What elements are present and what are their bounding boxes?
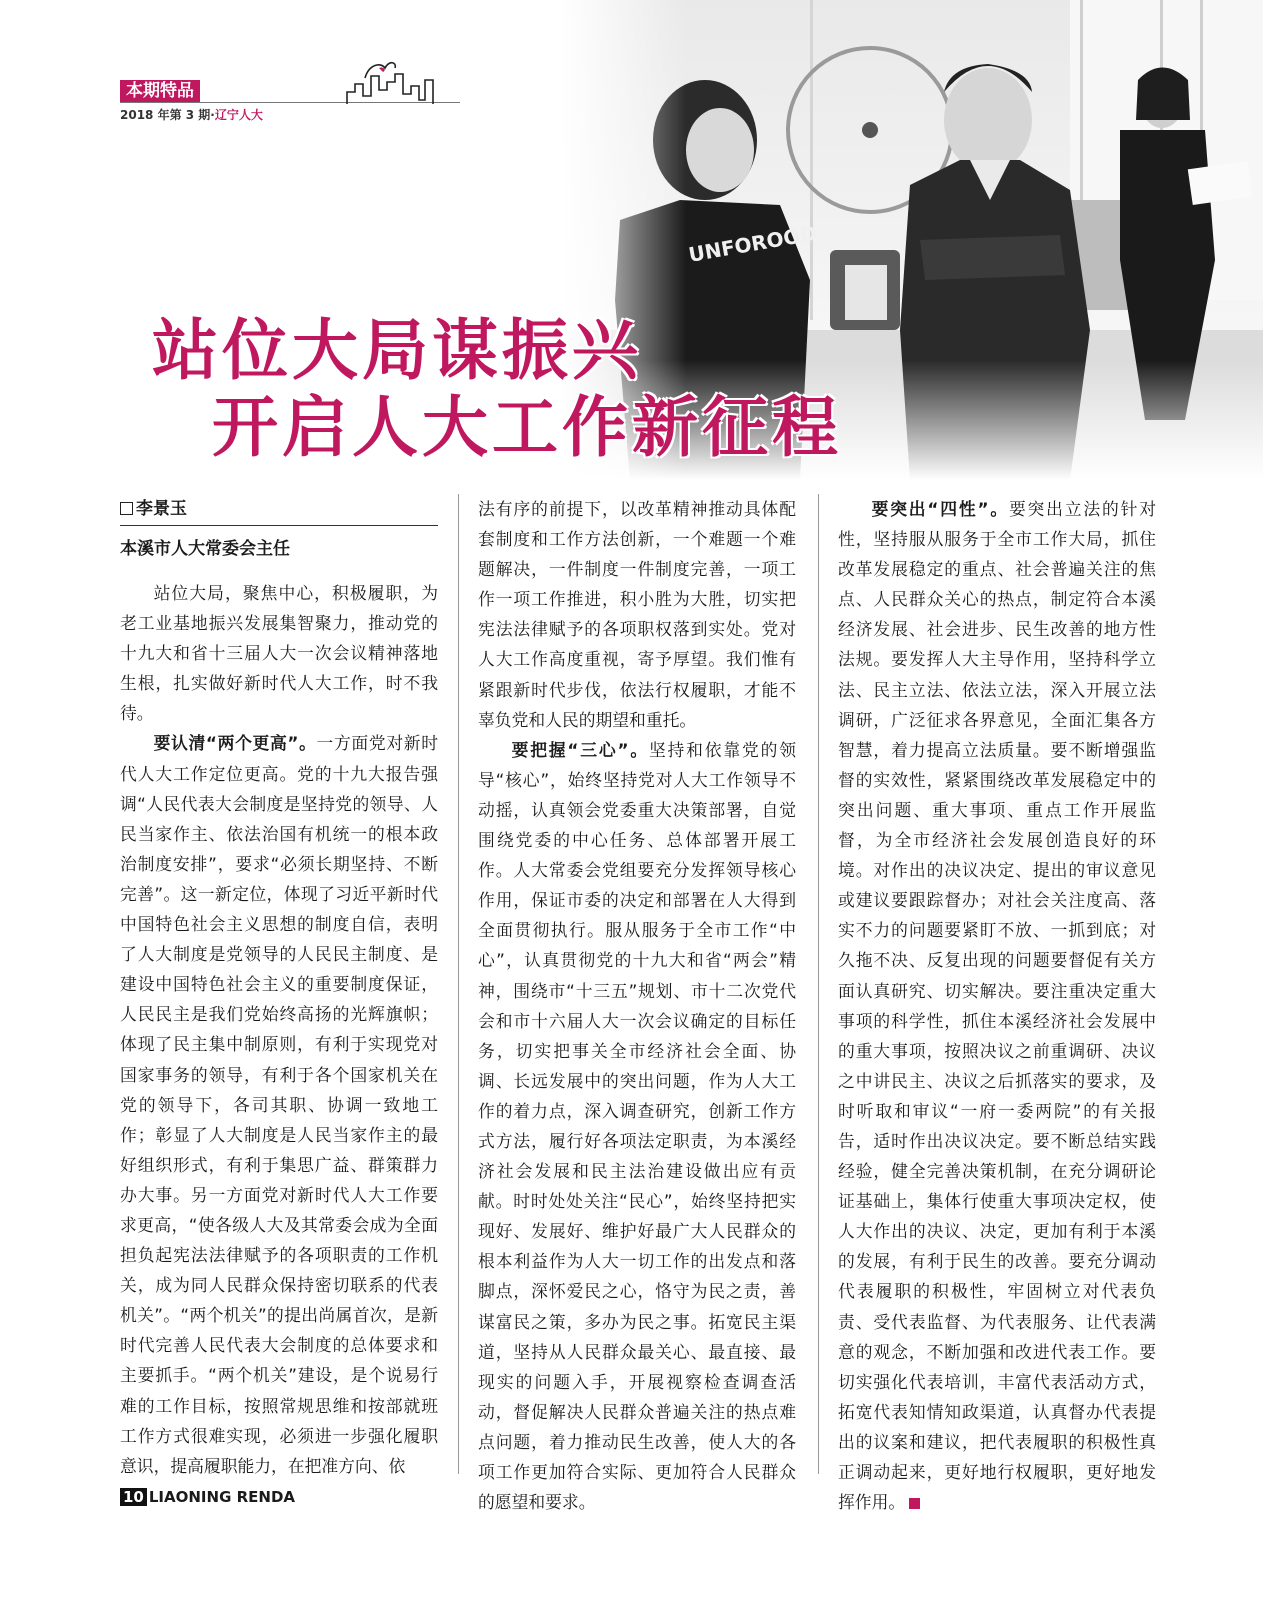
paragraph [478, 735, 796, 1517]
skyline-logo-icon [345, 56, 465, 106]
magazine-name: 辽宁人大 [214, 108, 263, 122]
byline [120, 494, 438, 559]
paragraph: 站位大局，聚焦中心，积极履职，为老工业基地振兴发展集智聚力，推动党的十九大和省十三届人大一次会议精神落地生根，扎实做好新时代人大工作，时不我待。 [120, 583, 438, 724]
article-column-3 [838, 494, 1156, 1517]
paragraph [120, 728, 438, 1480]
article-column-2 [478, 494, 796, 1517]
paragraph-text: 坚持和依靠党的领导“核心”，始终坚持党对人大工作领导不动摇，认真领会党委重大决策部署，自觉围绕党委的中心任务、总体部署开展工作。人大常委会党组要充分发挥领导核心作用，保证市委的决定和部署在人大得到全面贯彻执行。服从服务于全市工作“中心”，认真贯彻党的十九大和省“两会”精神，围绕市“十三五”规划、市十二次党代会和市十六届人大一次会议确定的目标任务，切实把事关全市经济社会全面、协调、长远发展中的突出问题，作为人大工作的着力点，深入调查研究，创新工作方式方法，履行好各项法定职责，为本溪经济社会发展和民主法治建设做出应有贡献。时时处处关注“民心”，始终坚持把实现好、发展好、维护好最广大人民群众的根本利益作为人大一切工作的出发点和落脚点，深怀爱民之心，恪守为民之责，善谋富民之策，多办为民之事。拓宽民主渠道，坚持从人民群众最关心、最直接、最现实的问题入手，开展视察检查调查活动，督促解决人民群众普遍关注的热点难点问题，着力推动民生改善，使人大的各项工作更加符合实际、更加符合人民群众的愿望和要求。 [478, 739, 796, 1513]
paragraph-lead: 要把握“三心”。 [511, 739, 649, 760]
footer-magazine: LIAONING RENDA [148, 1488, 296, 1506]
paragraph-lead: 要认清“两个更高”。 [153, 733, 317, 754]
paragraph [838, 494, 1156, 1517]
page-footer [120, 1488, 295, 1506]
author-line [120, 494, 438, 526]
paragraph: 法有序的前提下，以改革精神推动具体配套制度和工作方法创新，一个难题一个难题解决，一件制度一件制度完善，一项工作一项工作推进，积小胜为大胜，切实把宪法法律赋予的各项职权落到实处。党对人大工作高度重视，寄予厚望。我们惟有紧跟新时代步伐，依法行权履职，才能不辜负党和人民的期望和重托。 [478, 499, 796, 730]
headline-line-2: 开启人大工作新征程 [212, 389, 842, 466]
paragraph-text: 要突出立法的针对性，坚持服从服务于全市工作大局，抓住改革发展稳定的重点、社会普遍关注的焦点、人民群众关心的热点，制定符合本溪经济发展、社会进步、民生改善的地方性法规。要发挥人大主导作用，坚持科学立法、民主立法、依法立法，深入开展立法调研，广泛征求各界意见，全面汇集各方智慧，着力提高立法质量。要不断增强监督的实效性，紧紧围绕改革发展稳定中的突出问题、重大事项、重点工作开展监督，为全市经济社会发展创造良好的环境。对作出的决议决定、提出的审议意见或建议要跟踪督办；对社会关注度高、落实不力的问题要紧盯不放、一抓到底；对久拖不决、反复出现的问题要督促有关方面认真研究、切实解决。要注重决定重大事项的科学性，抓住本溪经济社会发展中的重大事项，按照决议之前重调研、决议之中讲民主、决议之后抓落实的要求，及时听取和审议“一府一委两院”的有关报告，适时作出决议决定。要不断总结实践经验，健全完善决策机制，在充分调研论证基础上，集体行使重大事项决定权，使人大作出的决议、决定，更加有利于本溪的发展，有利于民生的改善。要充分调动代表履职的积极性，牢固树立对代表负责、受代表监督、为代表服务、让代表满意的观念，不断加强和改进代表工作。要切实强化代表培训，丰富代表活动方式，拓宽代表知情知政渠道，认真督办代表提出的议案和建议，把代表履职的积极性真正调动起来，更好地行权履职，更好地发挥作用。 [838, 499, 1156, 1513]
square-bullet-icon [120, 502, 133, 515]
column-divider [818, 494, 819, 1474]
paragraph-text: 一方面党对新时代人大工作定位更高。党的十九大报告强调“人民代表大会制度是坚持党的领导、人民当家作主、依法治国有机统一的根本政治制度安排”，要求“必须长期坚持、不断完善”。这一新定位，体现了习近平新时代中国特色社会主义思想的制度自信，表明了人大制度是党领导的人民民主制度、是建设中国特色社会主义的重要制度保证，人民民主是我们党始终高扬的光辉旗帜；体现了民主集中制原则，有利于实现党对国家事务的领导，有利于各个国家机关在党的领导下，各司其职、协调一致地工作；彰显了人大制度是人民当家作主的最好组织形式，有利于集思广益、群策群力办大事。另一方面党对新时代人大工作要求更高，“使各级人大及其常委会成为全面担负起宪法法律赋予的各项职责的工作机关，成为同人民群众保持密切联系的代表机关”。“两个机关”的提出尚属首次，是新时代完善人民代表大会制度的总体要求和主要抓手。“两个机关”建设，是个说易行难的工作目标，按照常规思维和按部就班工作方式很难实现，必须进一步强化履职意识，提高履职能力，在把准方向、依 [120, 733, 438, 1476]
end-mark-icon [909, 1498, 920, 1509]
section-label: 本期特品 [120, 80, 200, 102]
article-column-1 [120, 578, 438, 1481]
headline-line-1: 站位大局谋振兴 [152, 312, 642, 389]
column-divider [458, 494, 459, 1474]
paragraph-lead: 要突出“四性”。 [871, 499, 1009, 519]
author-name: 李景玉 [136, 499, 187, 519]
author-role: 本溪市人大常委会主任 [120, 539, 290, 559]
page-number: 10 [120, 1488, 147, 1506]
issue-line [120, 106, 263, 123]
issue-text: 2018 年第 3 期· [120, 108, 215, 122]
